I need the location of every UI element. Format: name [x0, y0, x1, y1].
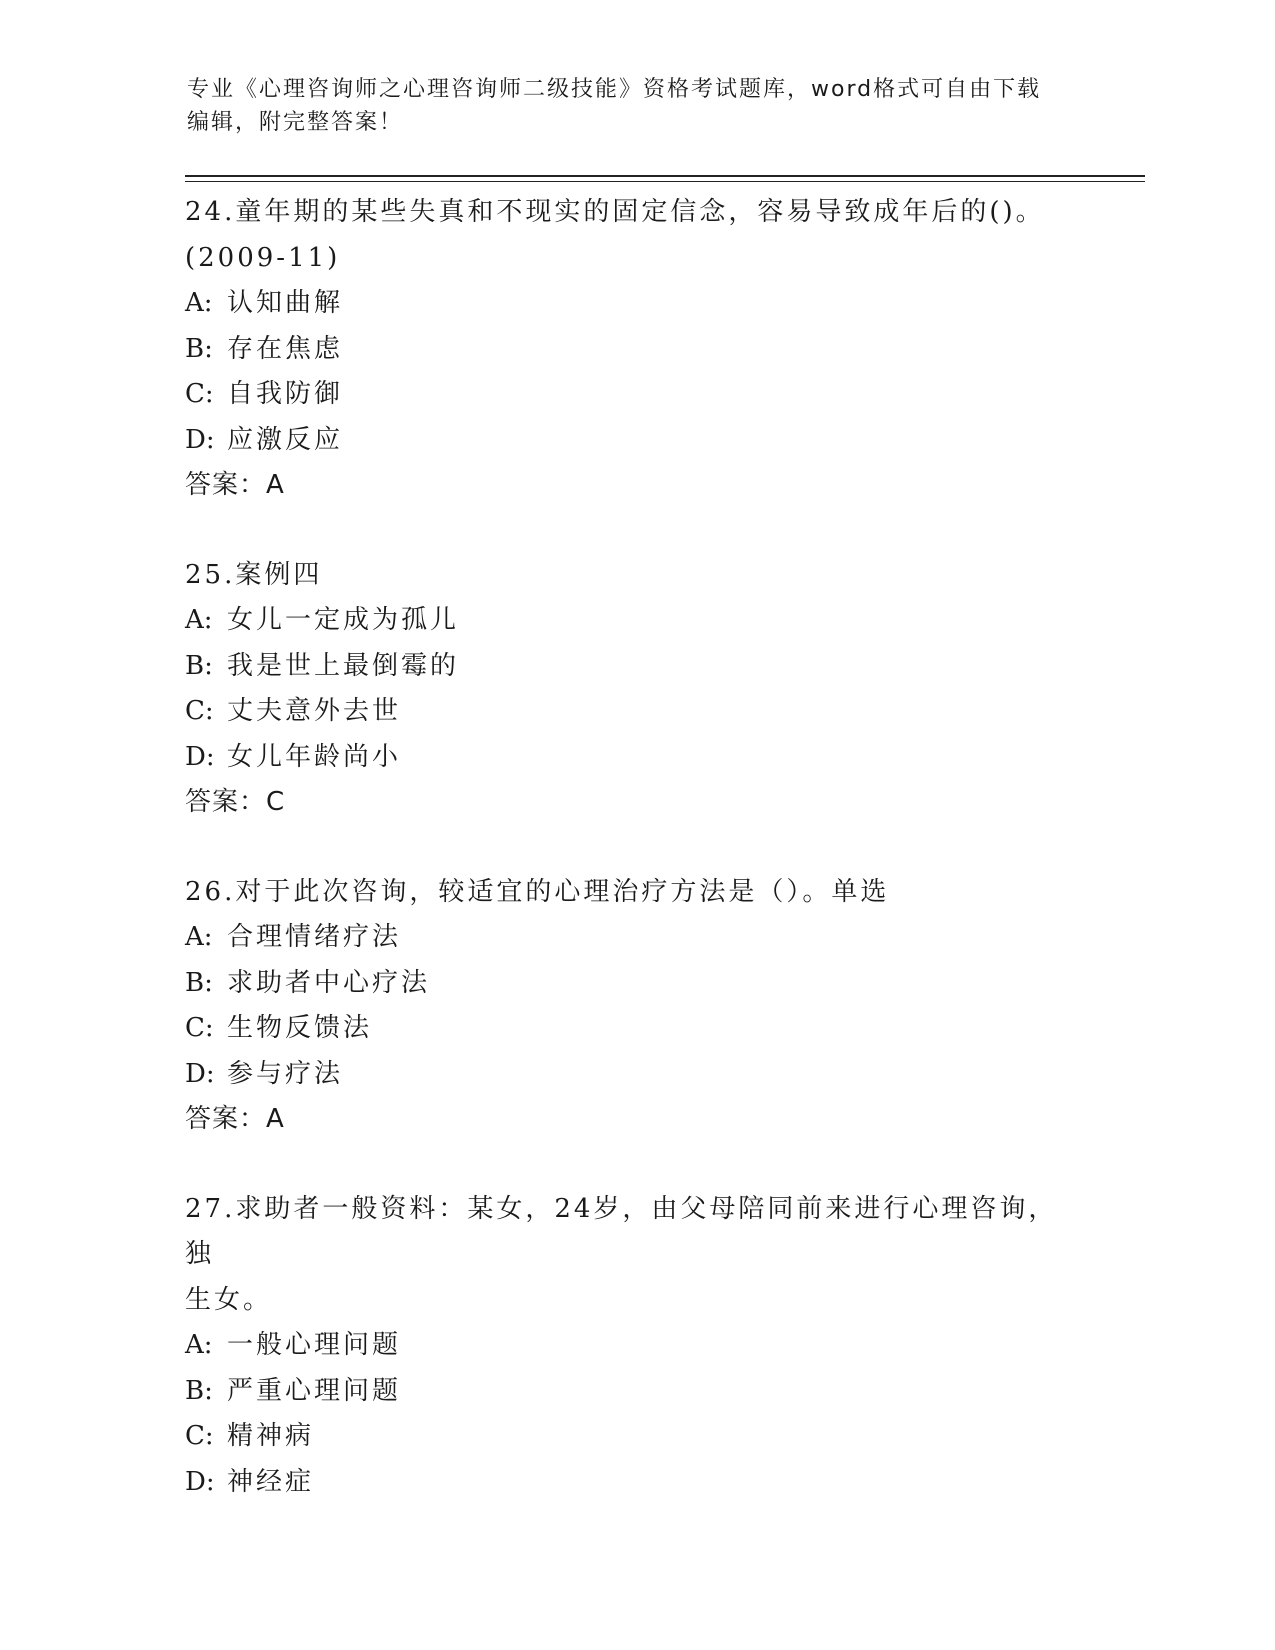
question-stem-line: 27.求助者一般资料：某女，24岁，由父母陪同前来进行心理咨询，独: [185, 1193, 1058, 1269]
option-key: D:: [185, 1466, 215, 1497]
option-key: A:: [185, 1330, 213, 1360]
question-stem-line: (2009-11): [185, 242, 341, 273]
option-text: 女儿一定成为孤儿: [227, 605, 460, 635]
option-text: 我是世上最倒霉的: [227, 650, 460, 681]
question-25: [185, 553, 1085, 826]
option-d: [185, 735, 1085, 781]
header-divider-thick: [185, 175, 1145, 177]
option-key: C:: [185, 1421, 214, 1451]
option-text: 应激反应: [227, 424, 344, 455]
option-text: 存在焦虑: [227, 333, 344, 364]
document-header: [187, 73, 1087, 139]
question-stem-line: 生女。: [185, 1284, 273, 1315]
option-text: 生物反馈法: [227, 1013, 373, 1043]
option-key: C:: [185, 379, 214, 409]
option-c: [185, 372, 1085, 418]
question-stem-line: 24.童年期的某些失真和不现实的固定信念，容易导致成年后的()。: [185, 197, 1045, 227]
option-text: 丈夫意外去世: [227, 696, 402, 726]
option-d: [185, 1052, 1085, 1098]
option-text: 神经症: [227, 1466, 315, 1497]
header-line-1: 专业《心理咨询师之心理咨询师二级技能》资格考试题库，word格式可自由下载: [187, 77, 1042, 102]
option-text: 严重心理问题: [227, 1375, 402, 1406]
option-text: 一般心理问题: [227, 1330, 402, 1360]
option-key: B:: [185, 967, 213, 998]
option-d: [185, 1460, 1085, 1506]
option-d: [185, 418, 1085, 464]
option-c: [185, 689, 1085, 735]
answer-line: 答案：A: [185, 470, 285, 500]
option-key: D:: [185, 741, 215, 772]
option-key: C:: [185, 696, 214, 726]
option-key: A:: [185, 605, 213, 635]
option-b: [185, 327, 1085, 373]
option-a: [185, 598, 1085, 644]
option-a: [185, 915, 1085, 961]
option-key: D:: [185, 424, 215, 455]
option-key: B:: [185, 333, 213, 364]
question-26: [185, 870, 1085, 1143]
option-key: D:: [185, 1058, 215, 1089]
option-b: [185, 961, 1085, 1007]
option-text: 认知曲解: [227, 288, 344, 318]
option-text: 合理情绪疗法: [227, 922, 402, 952]
option-text: 女儿年龄尚小: [227, 741, 402, 772]
answer-line: 答案：A: [185, 1104, 285, 1134]
answer-line: 答案：C: [185, 787, 286, 817]
option-key: A:: [185, 922, 213, 952]
option-a: [185, 1323, 1085, 1369]
option-text: 自我防御: [227, 379, 344, 409]
question-stem-line: 26.对于此次咨询，较适宜的心理治疗方法是（）。单选: [185, 876, 890, 907]
option-b: [185, 644, 1085, 690]
option-key: B:: [185, 650, 213, 681]
option-c: [185, 1414, 1085, 1460]
option-key: B:: [185, 1375, 213, 1406]
option-c: [185, 1006, 1085, 1052]
header-line-2: 编辑，附完整答案！: [187, 110, 404, 135]
option-text: 精神病: [227, 1421, 315, 1451]
option-b: [185, 1369, 1085, 1415]
question-24: [185, 190, 1085, 509]
option-a: [185, 281, 1085, 327]
question-27: [185, 1187, 1085, 1506]
option-key: A:: [185, 288, 213, 318]
option-text: 参与疗法: [227, 1058, 344, 1089]
option-key: C:: [185, 1013, 214, 1043]
question-list: [185, 190, 1085, 1549]
header-divider-thin: [185, 181, 1145, 182]
option-text: 求助者中心疗法: [227, 967, 431, 998]
question-stem-line: 25.案例四: [185, 559, 323, 590]
